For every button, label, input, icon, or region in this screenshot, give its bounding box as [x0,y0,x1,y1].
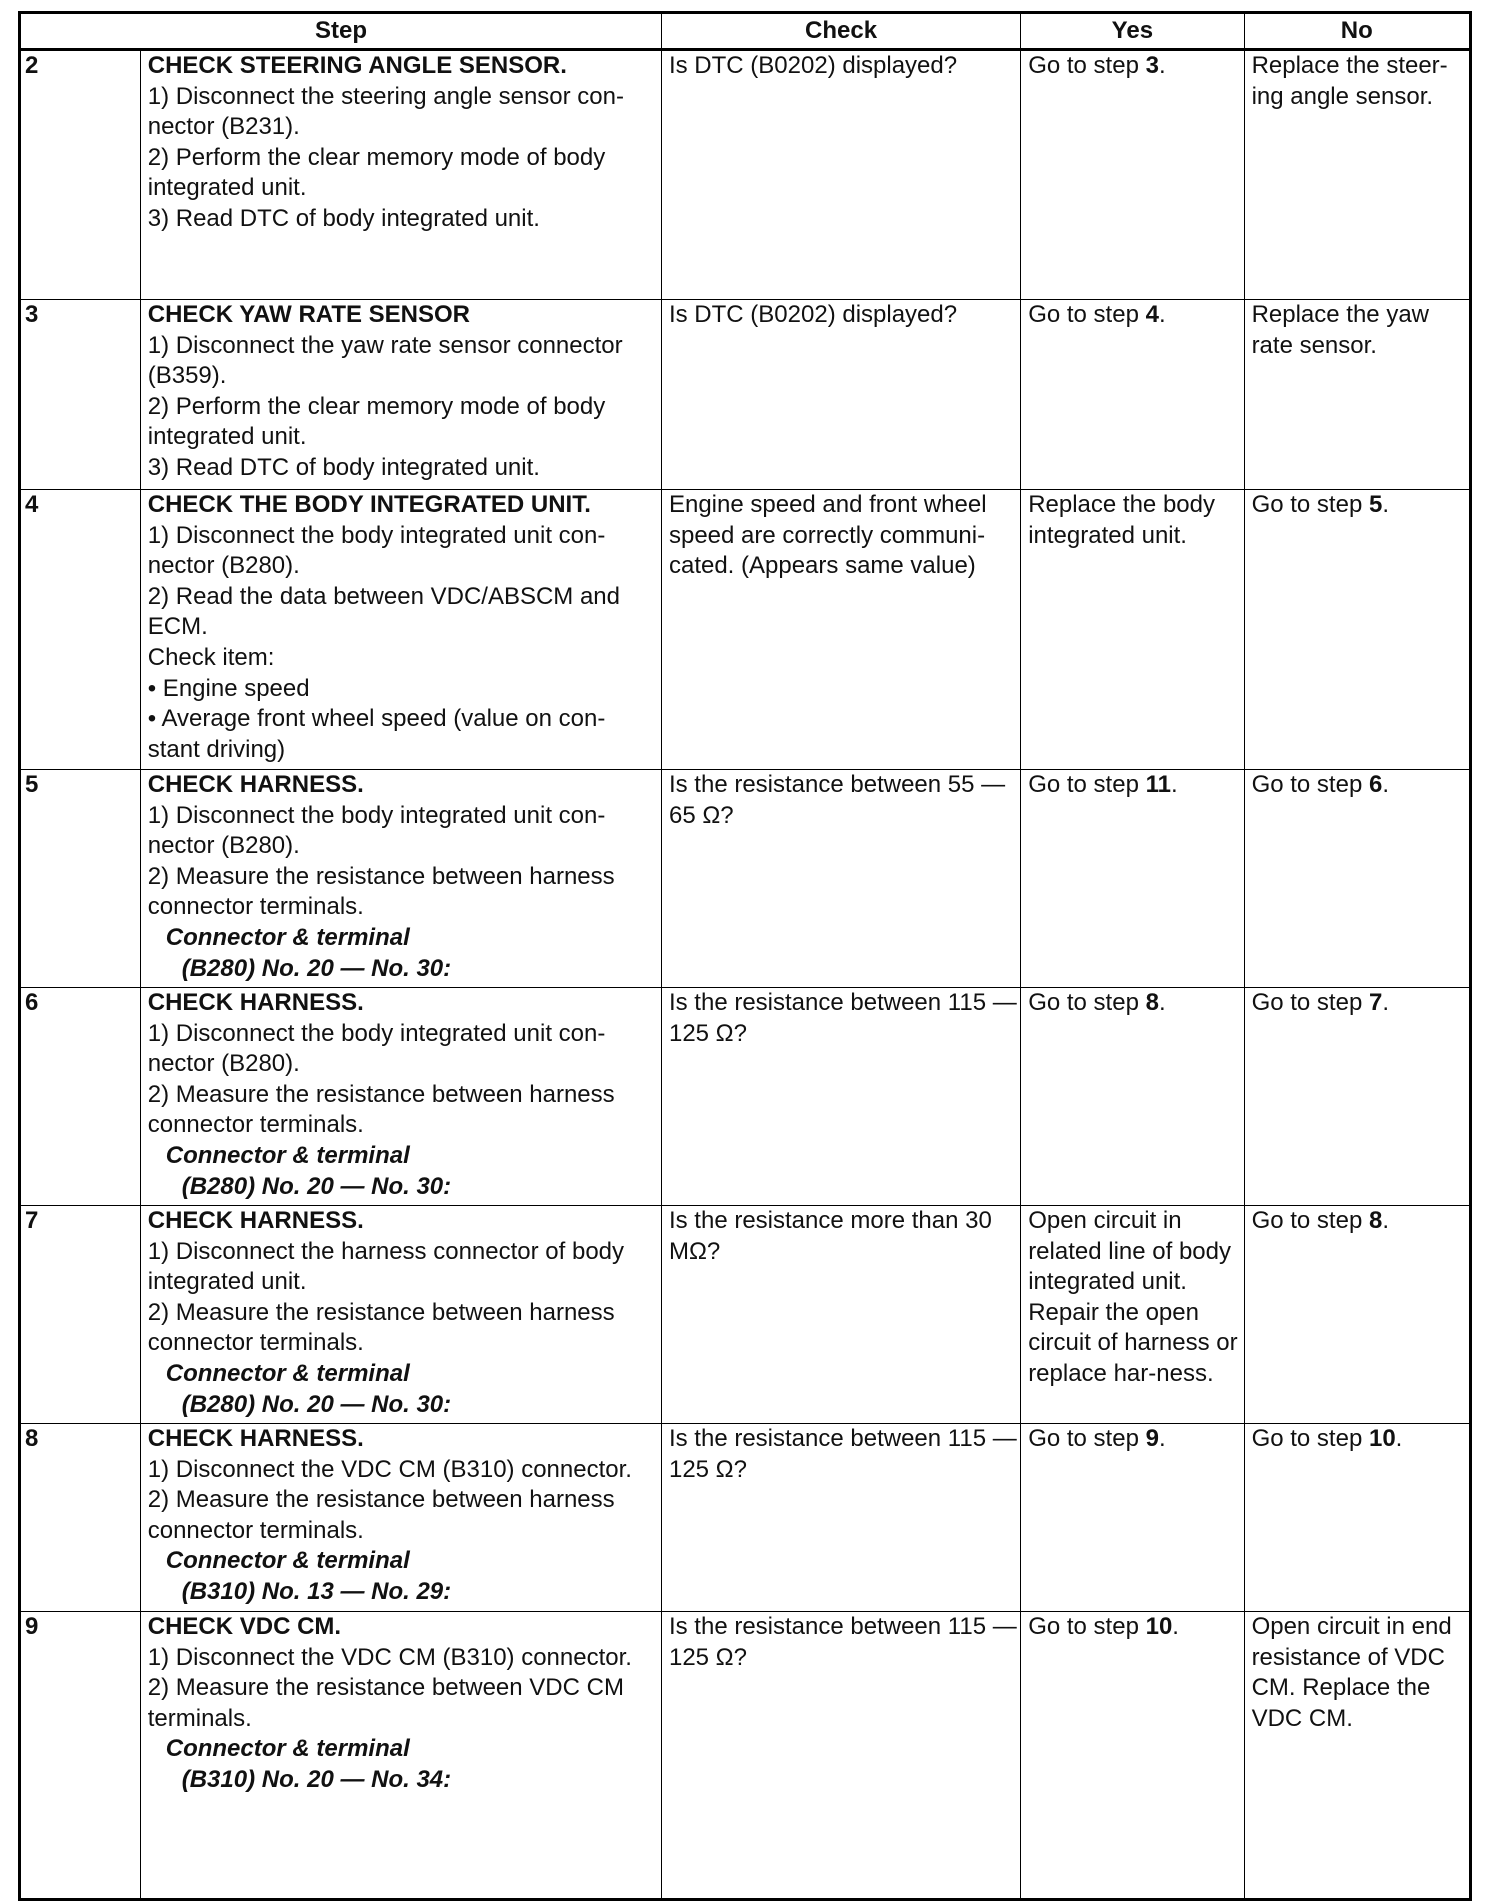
connector-label: Connector & terminal [165,923,410,951]
connector-label: Connector & terminal [165,1735,410,1763]
no-step-number: 7 [1368,989,1383,1016]
table-row [20,1206,1471,1424]
connector-label: Connector & terminal [165,1359,410,1387]
step-number: 2 [20,50,141,300]
step-header: Step [20,13,662,50]
no-suffix: . [1395,1425,1403,1452]
connector-value: (B310) No. 20 — No. 34: [181,1765,452,1793]
table-body [20,50,1471,1900]
check-cell: Is the resistance between 115 — 125 Ω? [661,988,1020,1206]
step-line: 1) Disconnect the body integrated unit con- [147,801,606,829]
step-line: 2) Measure the resistance between harness [147,1298,615,1326]
yes-suffix: . [1172,1613,1179,1640]
table-row [20,988,1471,1206]
step-line: • Engine speed [147,674,310,702]
no-text: Open circuit in end resistance of VDC CM. Replace the VDC CM. [1251,1613,1452,1732]
step-cell [140,300,661,490]
step-line: connector terminals. [147,893,364,921]
yes-text: Go to step [1028,52,1146,79]
no-step-number: 8 [1368,1207,1383,1234]
yes-suffix: . [1158,52,1166,79]
step-line: connector terminals. [147,1329,364,1357]
step-line: 1) Disconnect the yaw rate sensor connector [147,331,623,359]
step-lines [148,521,661,766]
yes-step-number: 4 [1145,301,1159,328]
table-row [20,300,1471,490]
step-line: nector (B280). [147,832,300,860]
step-lines [148,331,661,484]
step-lines [148,82,661,235]
table-row [20,490,1471,770]
troubleshooting-table [18,11,1472,1901]
yes-suffix: . [1158,301,1166,328]
step-line: 1) Disconnect the harness connector of body [147,1237,625,1265]
check-cell: Is DTC (B0202) displayed? [661,300,1020,490]
step-lines [148,1455,661,1547]
step-title: CHECK THE BODY INTEGRATED UNIT. [147,491,591,518]
check-cell: Is the resistance between 115 — 125 Ω? [661,1612,1020,1900]
step-line: 2) Measure the resistance between harness [147,1486,615,1514]
yes-cell [1021,50,1244,300]
step-line: nector (B280). [147,1050,300,1078]
no-suffix: . [1382,1207,1389,1234]
no-step-number: 10 [1368,1425,1396,1452]
no-step-number: 6 [1368,771,1383,798]
yes-cell [1021,1612,1244,1900]
no-cell [1244,300,1470,490]
check-header: Check [661,13,1020,50]
yes-step-number: 8 [1145,989,1159,1016]
no-step-number: 5 [1368,491,1383,518]
step-title: CHECK HARNESS. [147,989,364,1016]
step-line: • Average front wheel speed (value on con- [147,705,606,733]
yes-suffix: . [1158,989,1166,1016]
no-suffix: . [1382,491,1389,518]
yes-text: Replace the body integrated unit. [1028,491,1215,549]
step-cell [140,770,661,988]
step-title: CHECK HARNESS. [147,1425,364,1452]
step-cell [140,1424,661,1612]
no-cell [1244,988,1470,1206]
step-line: 1) Disconnect the body integrated unit con- [147,521,606,549]
table-row [20,1424,1471,1612]
connector-label: Connector & terminal [165,1547,410,1575]
no-suffix: . [1382,771,1389,798]
no-cell [1244,50,1470,300]
step-title: CHECK HARNESS. [147,771,364,798]
yes-cell [1021,1206,1244,1424]
connector-label: Connector & terminal [165,1141,410,1169]
step-cell [140,988,661,1206]
step-line: 3) Read DTC of body integrated unit. [147,204,540,232]
step-title: CHECK HARNESS. [147,1207,364,1234]
no-cell [1244,1424,1470,1612]
connector-value: (B280) No. 20 — No. 30: [181,954,452,982]
no-text: Go to step [1251,491,1369,518]
no-text: Go to step [1251,1425,1369,1452]
no-text: Go to step [1251,989,1369,1016]
step-title: CHECK YAW RATE SENSOR [147,301,471,328]
step-line: terminals. [147,1704,252,1732]
no-cell [1244,1612,1470,1900]
step-line: (B359). [147,362,227,390]
step-number: 5 [20,770,141,988]
table-row [20,50,1471,300]
step-line: integrated unit. [147,174,307,202]
step-number: 9 [20,1612,141,1900]
yes-text: Go to step [1028,771,1146,798]
step-lines [148,1643,661,1735]
step-title: CHECK VDC CM. [147,1613,342,1640]
yes-step-number: 10 [1145,1613,1173,1640]
step-line: connector terminals. [147,1516,364,1544]
yes-step-number: 9 [1145,1425,1159,1452]
yes-step-number: 11 [1145,771,1171,798]
step-line: stant driving) [147,735,286,763]
yes-text: Go to step [1028,1613,1146,1640]
connector-value: (B280) No. 20 — No. 30: [181,1172,452,1200]
step-line: integrated unit. [147,1268,307,1296]
no-cell [1244,1206,1470,1424]
connector-value: (B280) No. 20 — No. 30: [181,1390,452,1418]
header-row [20,13,1471,50]
yes-suffix: . [1170,771,1178,798]
check-cell: Is the resistance between 55 — 65 Ω? [661,770,1020,988]
yes-cell [1021,988,1244,1206]
yes-text: Open circuit in related line of body integrated unit. Repair the open circuit of harness or replace har-ness. [1028,1207,1238,1387]
step-line: 1) Disconnect the body integrated unit con- [147,1019,606,1047]
yes-suffix: . [1158,1425,1166,1452]
step-lines [148,801,661,923]
step-number: 8 [20,1424,141,1612]
step-cell [140,1612,661,1900]
step-lines [148,1019,661,1141]
no-header: No [1244,13,1470,50]
step-line: 2) Measure the resistance between harness [147,862,615,890]
no-text: Replace the yaw rate sensor. [1251,301,1429,359]
step-line: 2) Perform the clear memory mode of body [147,392,606,420]
step-line: connector terminals. [147,1111,364,1139]
step-line: ECM. [147,613,208,641]
step-line: 2) Perform the clear memory mode of body [147,143,606,171]
step-number: 3 [20,300,141,490]
no-cell [1244,770,1470,988]
step-number: 6 [20,988,141,1206]
step-cell [140,1206,661,1424]
table-row [20,1612,1471,1900]
step-lines [148,1237,661,1359]
yes-text: Go to step [1028,989,1146,1016]
no-cell [1244,490,1470,770]
yes-text: Go to step [1028,1425,1146,1452]
step-number: 4 [20,490,141,770]
step-cell [140,490,661,770]
yes-text: Go to step [1028,301,1146,328]
step-title: CHECK STEERING ANGLE SENSOR. [147,52,567,79]
no-suffix: . [1382,989,1389,1016]
step-line: 1) Disconnect the VDC CM (B310) connector. [147,1455,632,1483]
step-line: 2) Measure the resistance between VDC CM [147,1674,624,1702]
no-text: Go to step [1251,771,1369,798]
step-line: nector (B231). [147,113,300,141]
step-line: 1) Disconnect the VDC CM (B310) connector. [147,1643,632,1671]
step-line: Check item: [147,643,275,671]
step-line: 1) Disconnect the steering angle sensor con- [147,82,624,110]
step-line: nector (B280). [147,552,300,580]
table-row [20,770,1471,988]
step-line: 2) Measure the resistance between harness [147,1080,615,1108]
check-cell: Is the resistance between 115 — 125 Ω? [661,1424,1020,1612]
yes-cell [1021,300,1244,490]
step-line: 3) Read DTC of body integrated unit. [147,453,540,481]
no-text: Go to step [1251,1207,1369,1234]
step-line: 2) Read the data between VDC/ABSCM and [147,582,620,610]
check-cell: Is DTC (B0202) displayed? [661,50,1020,300]
yes-cell [1021,770,1244,988]
no-text: Replace the steer-ing angle sensor. [1251,52,1448,110]
step-cell [140,50,661,300]
yes-cell [1021,490,1244,770]
yes-header: Yes [1021,13,1244,50]
yes-step-number: 3 [1145,52,1159,79]
connector-value: (B310) No. 13 — No. 29: [181,1577,452,1605]
yes-cell [1021,1424,1244,1612]
step-number: 7 [20,1206,141,1424]
step-line: integrated unit. [147,423,307,451]
check-cell: Engine speed and front wheel speed are correctly communi-cated. (Appears same value) [661,490,1020,770]
check-cell: Is the resistance more than 30 MΩ? [661,1206,1020,1424]
